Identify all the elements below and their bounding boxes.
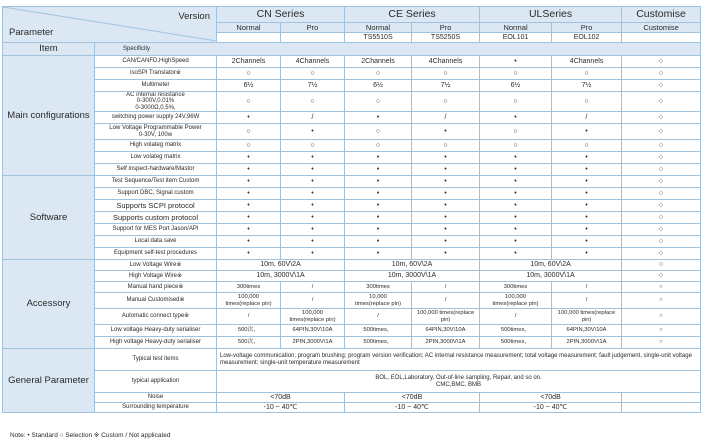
value-ce-normal: • xyxy=(345,112,412,124)
value-cn-normal: 500次， xyxy=(217,325,281,337)
value-cn-pro: 4Channels xyxy=(281,56,345,68)
table-row xyxy=(3,309,701,325)
series-ul-header: ULSeries xyxy=(480,7,622,23)
table-row xyxy=(3,176,701,188)
typical-application-value: BOL, EOL,Laboratory, Out-of-line sampling, Repair, and so on. CMC,BMC, BMB xyxy=(217,371,701,393)
value-ul-pro: • xyxy=(552,188,622,200)
variant-header: Pro xyxy=(412,23,480,33)
table-row xyxy=(3,393,701,403)
value-ce-normal: ○ xyxy=(345,92,412,112)
value-ul: 10m, 3000V\1A xyxy=(480,271,622,282)
value-ul-pro: • xyxy=(552,152,622,164)
value-customise: ○ xyxy=(622,92,701,112)
value-ul-normal: ○ xyxy=(480,124,552,140)
value-cn-normal: • xyxy=(217,212,281,224)
value-ul: -10 ~ 40℃ xyxy=(480,403,622,413)
value-ul-pro: • xyxy=(552,176,622,188)
feature-label: Self inspect-hardware/Mastor xyxy=(95,164,217,176)
model-header: TS5250S xyxy=(412,33,480,43)
table-row xyxy=(3,248,701,260)
feature-label: typical application xyxy=(95,371,217,393)
category-main-configurations: Main configurations xyxy=(3,56,95,176)
value-cn-pro: ○ xyxy=(281,68,345,80)
value-ce-normal: 500times， xyxy=(345,325,412,337)
value-ce-normal: • xyxy=(345,152,412,164)
variant-header: Normal xyxy=(345,23,412,33)
value-cn-pro: / xyxy=(281,282,345,293)
value-ce-pro: • xyxy=(412,212,480,224)
value-cn-pro: • xyxy=(281,248,345,260)
feature-label: Low Voltage Programmable Power 0-30V, 100w xyxy=(95,124,217,140)
value-ul-normal: • xyxy=(480,188,552,200)
value-ce-pro: • xyxy=(412,124,480,140)
value-cn-normal: ○ xyxy=(217,140,281,152)
value-ce-pro: 4Channels xyxy=(412,56,480,68)
feature-label: switching power supply 24V,96W xyxy=(95,112,217,124)
table-row xyxy=(3,124,701,140)
feature-label: Low volateg matrix xyxy=(95,152,217,164)
value-ce: 10m, 3000V\1A xyxy=(345,271,480,282)
value-cn-normal: 100,000 times(replace pin) xyxy=(217,293,281,309)
value-ce-normal: • xyxy=(345,176,412,188)
value-ul-pro: 7½ xyxy=(552,80,622,92)
value-customise: ○ xyxy=(622,293,701,309)
value-ce-pro: • xyxy=(412,236,480,248)
value-ul-normal: • xyxy=(480,200,552,212)
value-cn-normal: 300times xyxy=(217,282,281,293)
value-ce-normal: ○ xyxy=(345,68,412,80)
value-ce-normal: 10,000 times(replace pin) xyxy=(345,293,412,309)
value-cn-normal: • xyxy=(217,176,281,188)
value-ce-pro: 7½ xyxy=(412,80,480,92)
feature-label: Automatic connect type※ xyxy=(95,309,217,325)
value-ul-pro: 2PIN,3000V\1A xyxy=(552,337,622,349)
value-ce-pro: • xyxy=(412,188,480,200)
version-label: Version xyxy=(178,11,210,22)
value-customise: ○ xyxy=(622,282,701,293)
value-ce-pro: 100,000 times(replace pin) xyxy=(412,309,480,325)
table-row xyxy=(3,152,701,164)
value-ce-pro: / xyxy=(412,112,480,124)
table-row xyxy=(3,200,701,212)
value-cn-normal: 2Channels xyxy=(217,56,281,68)
value-ce-pro: ○ xyxy=(412,140,480,152)
value-cn-pro: • xyxy=(281,152,345,164)
value-ul-pro: / xyxy=(552,112,622,124)
variant-header: Normal xyxy=(480,23,552,33)
table-row xyxy=(3,337,701,349)
value-cn: 10m, 60V\2A xyxy=(217,260,345,271)
value-customise: ○ xyxy=(622,224,701,236)
value-ul-pro: • xyxy=(552,124,622,140)
value-customise: ○ xyxy=(622,112,701,124)
feature-label: High volateg matrix xyxy=(95,140,217,152)
value-ul-normal: ○ xyxy=(480,140,552,152)
value-cn-pro: 64PIN,30V\10A xyxy=(281,325,345,337)
value-customise: ○ xyxy=(622,164,701,176)
value-ce-pro: • xyxy=(412,164,480,176)
value-customise: ○ xyxy=(622,236,701,248)
value-ce-pro: 2PIN,3000V\1A xyxy=(412,337,480,349)
feature-label: isoSPI Translator※ xyxy=(95,68,217,80)
value-customise: ○ xyxy=(622,56,701,68)
feature-label: High voltage Heavy-duty serialiser xyxy=(95,337,217,349)
value-ul-normal: • xyxy=(480,56,552,68)
category-software: Software xyxy=(3,176,95,260)
value-ce-normal: ○ xyxy=(345,140,412,152)
value-cn-pro: / xyxy=(281,112,345,124)
table-row xyxy=(3,282,701,293)
feature-label: High Voltage Wire※ xyxy=(95,271,217,282)
parameter-label: Parameter xyxy=(9,27,54,39)
value-ul-normal: 500times， xyxy=(480,337,552,349)
value-ul-normal: • xyxy=(480,212,552,224)
value-cn-normal: 500次， xyxy=(217,337,281,349)
feature-label: Low voltage Heavy-duty serialiser xyxy=(95,325,217,337)
value-ce: 10m, 60V\2A xyxy=(345,260,480,271)
value-customise: ○ xyxy=(622,176,701,188)
variant-header: Pro xyxy=(281,23,345,33)
feature-label: Supports SCPI protocol xyxy=(95,200,217,212)
value-cn: -10 ~ 40℃ xyxy=(217,403,345,413)
value-customise: ○ xyxy=(622,325,701,337)
value-ul-normal: • xyxy=(480,112,552,124)
model-header: EOL102 xyxy=(552,33,622,43)
table-row xyxy=(3,349,701,371)
value-ce-normal: 300times xyxy=(345,282,412,293)
value-customise xyxy=(622,393,701,403)
value-ul-normal: • xyxy=(480,224,552,236)
value-ul-normal: • xyxy=(480,236,552,248)
value-ul-normal: ○ xyxy=(480,92,552,112)
model-header: EOL101 xyxy=(480,33,552,43)
table-row xyxy=(3,112,701,124)
value-customise: ○ xyxy=(622,68,701,80)
model-header xyxy=(217,33,281,43)
value-ul-pro: 4Channels xyxy=(552,56,622,68)
feature-label: Local data save xyxy=(95,236,217,248)
value-ul-pro: • xyxy=(552,200,622,212)
value-ce-pro: 64PIN,30V\10A xyxy=(412,325,480,337)
table-row xyxy=(3,293,701,309)
value-cn-pro: • xyxy=(281,176,345,188)
table-row xyxy=(3,371,701,393)
value-cn-normal: • xyxy=(217,188,281,200)
feature-label: Test Sequence/Test item Custom xyxy=(95,176,217,188)
value-ul-pro: ○ xyxy=(552,68,622,80)
series-customise-header: Customise xyxy=(622,7,701,23)
value-ul: 10m, 60V\2A xyxy=(480,260,622,271)
spec-table xyxy=(2,6,701,413)
value-ul-pro: • xyxy=(552,224,622,236)
feature-label: Equipment self-test procedures xyxy=(95,248,217,260)
value-ul-normal: ○ xyxy=(480,68,552,80)
value-ce-normal: • xyxy=(345,212,412,224)
value-customise xyxy=(622,403,701,413)
value-ce-normal: / xyxy=(345,309,412,325)
value-ce-normal: • xyxy=(345,188,412,200)
value-ul-pro: / xyxy=(552,293,622,309)
value-ce-normal: • xyxy=(345,248,412,260)
value-ul-normal: • xyxy=(480,248,552,260)
value-ul-normal: • xyxy=(480,152,552,164)
value-ul-pro: / xyxy=(552,282,622,293)
variant-header: Pro xyxy=(552,23,622,33)
value-customise: ○ xyxy=(622,200,701,212)
table-row xyxy=(3,325,701,337)
variant-header: Normal xyxy=(217,23,281,33)
model-header xyxy=(281,33,345,43)
value-customise: ○ xyxy=(622,271,701,282)
value-cn-normal: ○ xyxy=(217,68,281,80)
value-customise: ○ xyxy=(622,248,701,260)
value-cn: <70dB xyxy=(217,393,345,403)
value-cn: 10m, 3000V\1A xyxy=(217,271,345,282)
table-row xyxy=(3,68,701,80)
feature-label: Multimeter xyxy=(95,80,217,92)
value-ul-pro: • xyxy=(552,236,622,248)
value-cn-pro: • xyxy=(281,200,345,212)
value-ce-pro: ○ xyxy=(412,92,480,112)
value-cn-pro: • xyxy=(281,224,345,236)
table-row xyxy=(3,224,701,236)
table-row xyxy=(3,403,701,413)
value-ul-pro: • xyxy=(552,248,622,260)
variant-header: Customise xyxy=(622,23,701,33)
value-ul-normal: 6½ xyxy=(480,80,552,92)
value-cn-normal: • xyxy=(217,224,281,236)
table-row xyxy=(3,164,701,176)
feature-label: Low Voltage Wire※ xyxy=(95,260,217,271)
specificity-label: Specificity xyxy=(95,43,701,56)
value-ce-pro: ○ xyxy=(412,68,480,80)
value-ce-normal: 6½ xyxy=(345,80,412,92)
table-row xyxy=(3,56,701,68)
table-row xyxy=(3,80,701,92)
feature-label: Noise xyxy=(95,393,217,403)
value-cn-normal: 6½ xyxy=(217,80,281,92)
value-ce-normal: • xyxy=(345,224,412,236)
item-label: Item xyxy=(3,43,95,56)
value-ce-normal: 500times， xyxy=(345,337,412,349)
value-cn-pro: • xyxy=(281,212,345,224)
value-cn-normal: • xyxy=(217,112,281,124)
feature-label: Typical test items xyxy=(95,349,217,371)
value-ce-normal: ○ xyxy=(345,124,412,140)
series-cn-header: CN Series xyxy=(217,7,345,23)
value-cn-normal: / xyxy=(217,309,281,325)
feature-label: AC internal resistance 0-300V,0.01% 0-3000Ω,0.5%, xyxy=(95,92,217,112)
value-cn-pro: • xyxy=(281,188,345,200)
typical-test-items-value: Low-voltage communication; program brushing; program version verification; AC internal resistance measurement; total voltage measurement; fault judgement, single-unit voltage measurement; single-unit temperature measurement xyxy=(217,349,701,371)
value-ul-normal: 500times， xyxy=(480,325,552,337)
value-customise: ○ xyxy=(622,188,701,200)
feature-label: Supports custom protocol xyxy=(95,212,217,224)
table-row xyxy=(3,43,701,56)
table-row xyxy=(3,7,701,23)
value-ce-normal: • xyxy=(345,200,412,212)
value-ce-pro: • xyxy=(412,200,480,212)
table-row xyxy=(3,271,701,282)
value-ul-pro: 100,000 times(replace pin) xyxy=(552,309,622,325)
value-customise: ○ xyxy=(622,124,701,140)
feature-label: Manual hand piece※ xyxy=(95,282,217,293)
value-customise: ○ xyxy=(622,152,701,164)
table-row xyxy=(3,260,701,271)
value-cn-pro: • xyxy=(281,236,345,248)
feature-label: Manual Customised※ xyxy=(95,293,217,309)
value-ce: <70dB xyxy=(345,393,480,403)
value-cn-pro: ○ xyxy=(281,92,345,112)
value-cn-pro: • xyxy=(281,164,345,176)
legend-note: Note: • Standard ○ Selection ※ Custom / Not applicated xyxy=(10,432,171,439)
model-header xyxy=(622,33,701,43)
value-cn-normal: ○ xyxy=(217,92,281,112)
value-ce-pro: • xyxy=(412,176,480,188)
value-ce-pro: • xyxy=(412,152,480,164)
value-cn-normal: • xyxy=(217,152,281,164)
series-ce-header: CE Series xyxy=(345,7,480,23)
value-ul-normal: • xyxy=(480,164,552,176)
value-ce-normal: • xyxy=(345,164,412,176)
feature-label: CAN/CANFD,HighSpeed xyxy=(95,56,217,68)
value-customise: ○ xyxy=(622,337,701,349)
value-ul: <70dB xyxy=(480,393,622,403)
feature-label: Support DBC, Signal custom xyxy=(95,188,217,200)
category-accessory: Accessory xyxy=(3,260,95,349)
table-row xyxy=(3,92,701,112)
value-cn-normal: ○ xyxy=(217,124,281,140)
value-ul-pro: ○ xyxy=(552,92,622,112)
value-cn-pro: 2PIN,3000V\1A xyxy=(281,337,345,349)
table-row xyxy=(3,236,701,248)
value-ul-pro: • xyxy=(552,164,622,176)
value-cn-normal: • xyxy=(217,248,281,260)
value-ce-pro: • xyxy=(412,224,480,236)
feature-label: Surrounding temperature xyxy=(95,403,217,413)
table-row xyxy=(3,188,701,200)
value-ce-normal: 2Channels xyxy=(345,56,412,68)
parameter-version-header xyxy=(3,7,217,43)
value-cn-pro: ○ xyxy=(281,140,345,152)
value-ce-normal: • xyxy=(345,236,412,248)
value-customise: ○ xyxy=(622,309,701,325)
feature-label: Support for MES Port Jason/API xyxy=(95,224,217,236)
model-header: TS5510S xyxy=(345,33,412,43)
table-row xyxy=(3,140,701,152)
value-ce-pro: / xyxy=(412,282,480,293)
value-ul-normal: • xyxy=(480,176,552,188)
value-ul-normal: 300times xyxy=(480,282,552,293)
value-cn-pro: • xyxy=(281,124,345,140)
value-ce-pro: • xyxy=(412,248,480,260)
value-customise: ○ xyxy=(622,140,701,152)
value-cn-pro: / xyxy=(281,293,345,309)
value-ul-pro: • xyxy=(552,212,622,224)
value-cn-normal: • xyxy=(217,200,281,212)
value-customise: ○ xyxy=(622,80,701,92)
value-ul-pro: ○ xyxy=(552,140,622,152)
value-cn-pro: 100,000 times(replace pin) xyxy=(281,309,345,325)
value-cn-normal: • xyxy=(217,236,281,248)
value-customise: ○ xyxy=(622,212,701,224)
value-ul-normal: 100,000 times(replace pin) xyxy=(480,293,552,309)
value-ce-pro: / xyxy=(412,293,480,309)
value-ce: -10 ~ 40℃ xyxy=(345,403,480,413)
value-ul-normal: / xyxy=(480,309,552,325)
value-customise: ○ xyxy=(622,260,701,271)
category-general-parameter: General Parameter xyxy=(3,349,95,413)
table-row xyxy=(3,212,701,224)
value-cn-pro: 7½ xyxy=(281,80,345,92)
value-ul-pro: 64PIN,30V\10A xyxy=(552,325,622,337)
value-cn-normal: • xyxy=(217,164,281,176)
